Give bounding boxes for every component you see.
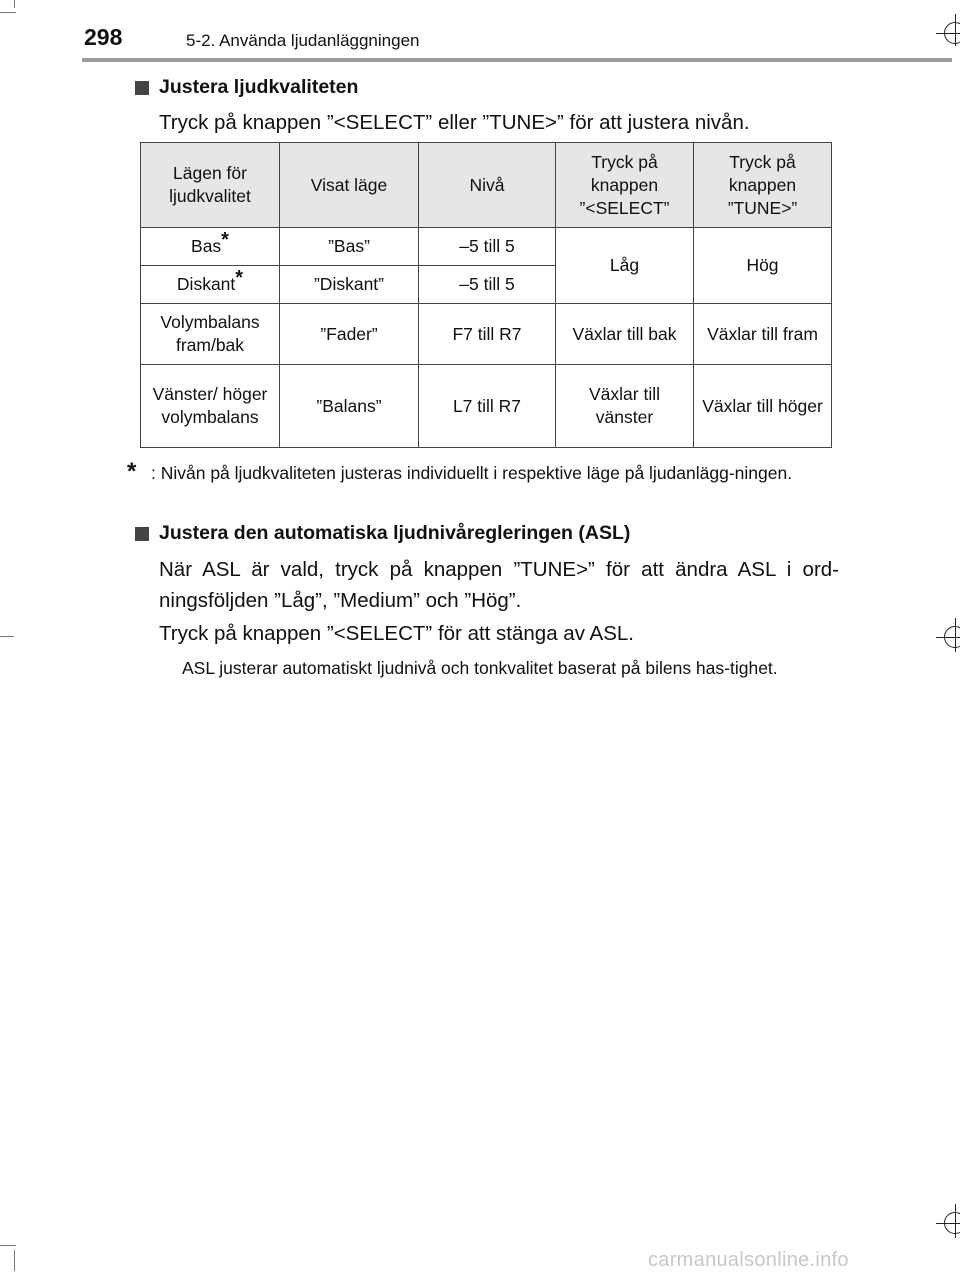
table-cell: Växlar till bak [556, 304, 694, 365]
page-number: 298 [84, 24, 123, 50]
table-cell: Hög [694, 228, 832, 304]
crop-mark [0, 12, 16, 13]
square-bullet-icon [135, 527, 149, 541]
crop-mark [0, 636, 14, 637]
section-title: 5-2. Använda ljudanläggningen [186, 31, 420, 50]
body-paragraph: Tryck på knappen ”<SELECT” för att stänga av ASL. [159, 622, 634, 645]
crosshair-icon [933, 618, 960, 656]
footnote-marker: * [221, 229, 229, 251]
table-cell: Växlar till höger [694, 365, 832, 448]
table-header-row [141, 143, 832, 228]
section-heading [135, 76, 358, 99]
table-cell [141, 228, 280, 266]
crop-mark [14, 0, 15, 8]
column-header: Tryck på knappen ”TUNE>” [694, 143, 832, 228]
section-heading-text: Justera den automatiska ljudnivåregleringen (ASL) [159, 522, 631, 544]
table-cell: –5 till 5 [419, 266, 556, 304]
column-header: Visat läge [280, 143, 419, 228]
table-cell: L7 till R7 [419, 365, 556, 448]
section-heading [135, 522, 630, 545]
footnote [127, 458, 827, 486]
table-row [141, 304, 832, 365]
table-cell: ”Bas” [280, 228, 419, 266]
section-heading-text: Justera ljudkvaliteten [159, 76, 359, 98]
cell-text: Diskant [176, 274, 236, 294]
table-row [141, 228, 832, 266]
table-cell [141, 266, 280, 304]
crosshair-icon [933, 8, 960, 46]
watermark: carmanualsonline.info [648, 1249, 849, 1271]
column-header: Tryck på knappen ”<SELECT” [556, 143, 694, 228]
column-header: Lägen för ljudkvalitet [141, 143, 280, 228]
table-row [141, 365, 832, 448]
table-cell: Växlar till vänster [556, 365, 694, 448]
table-cell: –5 till 5 [419, 228, 556, 266]
table-cell: F7 till R7 [419, 304, 556, 365]
table-cell: ”Fader” [280, 304, 419, 365]
cell-text: Bas [191, 236, 222, 256]
crosshair-icon [933, 1200, 960, 1240]
footnote-marker: * [127, 458, 137, 485]
table-cell: Låg [556, 228, 694, 304]
table-cell: Växlar till fram [694, 304, 832, 365]
header-rule [82, 58, 952, 62]
intro-paragraph: Tryck på knappen ”<SELECT” eller ”TUNE>” för att justera nivån. [159, 111, 750, 134]
body-paragraph: När ASL är vald, tryck på knappen ”TUNE>” för att ändra ASL i ord-ningsföljden ”Låg”, ”Medium” och ”Hög”. [159, 558, 839, 612]
sound-quality-table [140, 142, 832, 448]
crop-mark [14, 1250, 15, 1271]
note-paragraph: ASL justerar automatiskt ljudnivå och tonkvalitet baserat på bilens has-tighet. [182, 658, 778, 678]
crop-mark [0, 1245, 16, 1246]
square-bullet-icon [135, 81, 149, 95]
column-header: Nivå [419, 143, 556, 228]
footnote-marker: * [235, 267, 244, 289]
table-cell: ”Diskant” [280, 266, 419, 304]
table-cell: Volymbalans fram/bak [141, 304, 280, 365]
footnote-text: : Nivån på ljudkvaliteten justeras individuellt i respektive läge på ljudanlägg-ningen. [151, 463, 793, 483]
table-cell: Vänster/ höger volymbalans [141, 365, 280, 448]
table-cell: ”Balans” [280, 365, 419, 448]
